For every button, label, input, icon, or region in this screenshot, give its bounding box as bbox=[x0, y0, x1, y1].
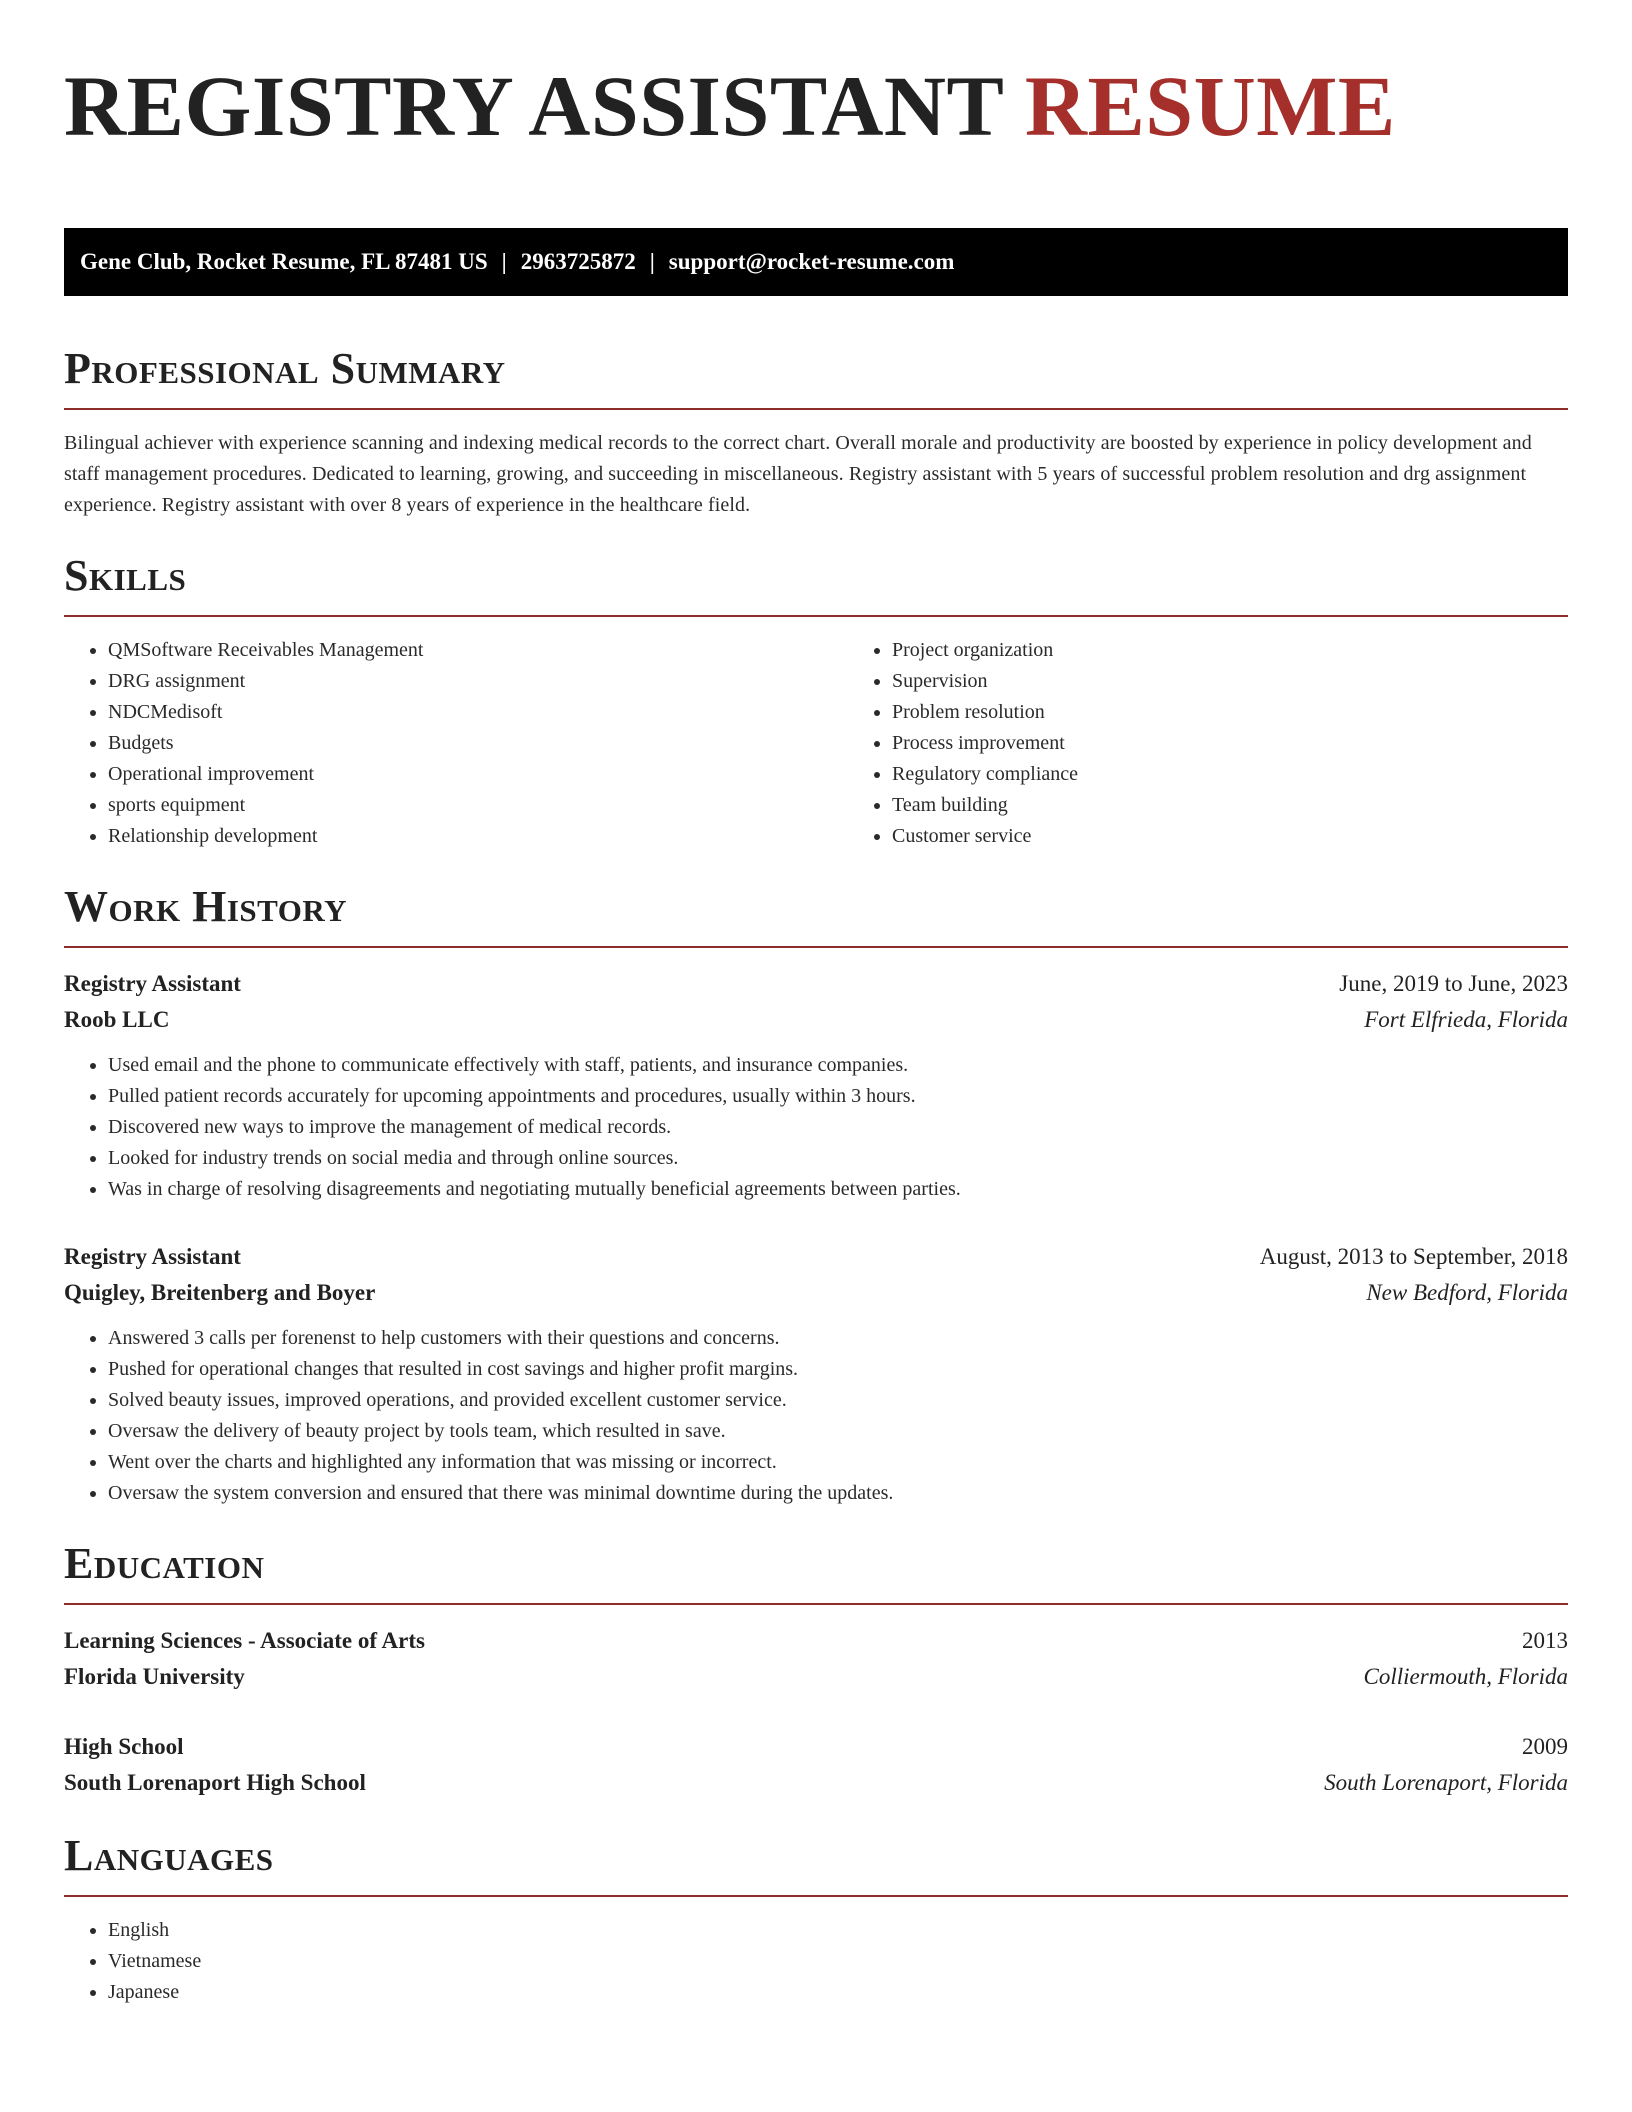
job-header-row bbox=[64, 1239, 1568, 1275]
work-history-section bbox=[64, 882, 1568, 1509]
skills-section bbox=[64, 551, 1568, 852]
skill-item: • Customer service bbox=[892, 821, 1632, 852]
education-school-row bbox=[64, 1765, 1568, 1801]
education-year: 2009 bbox=[1522, 1734, 1568, 1759]
job-location: Fort Elfrieda, Florida bbox=[1364, 1007, 1568, 1032]
job-bullets bbox=[64, 1323, 1568, 1509]
skill-item: • NDCMedisoft bbox=[108, 697, 848, 728]
education-school: Florida University bbox=[64, 1664, 245, 1689]
education-degree: Learning Sciences - Associate of Arts bbox=[64, 1628, 425, 1653]
job-bullet: • Used email and the phone to communicate effectively with staff, patients, and insurance companies. bbox=[108, 1050, 1568, 1081]
section-divider bbox=[64, 1895, 1568, 1897]
contact-separator: | bbox=[501, 249, 507, 274]
education-school: South Lorenaport High School bbox=[64, 1770, 366, 1795]
education-entry bbox=[64, 1623, 1568, 1695]
skill-item: • Problem resolution bbox=[892, 697, 1632, 728]
job-bullet: • Discovered new ways to improve the management of medical records. bbox=[108, 1112, 1568, 1143]
skills-list-right bbox=[848, 635, 1632, 852]
job-company: Quigley, Breitenberg and Boyer bbox=[64, 1280, 376, 1305]
job-dates: August, 2013 to September, 2018 bbox=[1259, 1244, 1568, 1269]
job-bullet: • Went over the charts and highlighted any information that was missing or incorrect. bbox=[108, 1447, 1568, 1478]
education-entry bbox=[64, 1729, 1568, 1801]
job-company: Roob LLC bbox=[64, 1007, 170, 1032]
resume-title bbox=[64, 56, 1568, 156]
language-item: • Vietnamese bbox=[108, 1946, 1568, 1977]
job-bullet: • Oversaw the delivery of beauty project by tools team, which resulted in save. bbox=[108, 1416, 1568, 1447]
contact-email[interactable]: support@rocket-resume.com bbox=[668, 249, 955, 274]
job-bullet: • Oversaw the system conversion and ensured that there was minimal downtime during the updates. bbox=[108, 1478, 1568, 1509]
section-divider bbox=[64, 408, 1568, 410]
section-heading-skills: Skills bbox=[64, 551, 187, 600]
contact-address: Gene Club, Rocket Resume, FL 87481 US bbox=[80, 249, 488, 274]
skill-item: • Process improvement bbox=[892, 728, 1632, 759]
job-title: Registry Assistant bbox=[64, 971, 241, 996]
job-company-row bbox=[64, 1002, 1568, 1038]
skills-columns bbox=[64, 635, 1568, 852]
skill-item: • Project organization bbox=[892, 635, 1632, 666]
skill-item: • Operational improvement bbox=[108, 759, 848, 790]
job-location: New Bedford, Florida bbox=[1366, 1280, 1568, 1305]
job-title: Registry Assistant bbox=[64, 1244, 241, 1269]
job-entry bbox=[64, 966, 1568, 1205]
job-bullet: • Answered 3 calls per forenenst to help customers with their questions and concerns. bbox=[108, 1323, 1568, 1354]
job-bullet: • Solved beauty issues, improved operations, and provided excellent customer service. bbox=[108, 1385, 1568, 1416]
contact-phone: 2963725872 bbox=[520, 249, 636, 274]
language-item: • Japanese bbox=[108, 1977, 1568, 2008]
education-degree: High School bbox=[64, 1734, 184, 1759]
languages-section bbox=[64, 1831, 1568, 2008]
section-divider bbox=[64, 1603, 1568, 1605]
education-school-row bbox=[64, 1659, 1568, 1695]
summary-text: Bilingual achiever with experience scanning and indexing medical records to the correct chart. Overall morale and productivity are boosted by experience in policy development and staff management procedures. Dedicated to learning, growing, and succeeding in miscellaneous. Registry assistant with 5 years of successful problem resolution and drg assignment experience. Registry assistant with over 8 years of experience in the healthcare field. bbox=[64, 432, 1532, 516]
contact-separator: | bbox=[649, 249, 655, 274]
job-company-row bbox=[64, 1275, 1568, 1311]
job-bullets bbox=[64, 1050, 1568, 1205]
education-year: 2013 bbox=[1522, 1628, 1568, 1653]
education-section bbox=[64, 1539, 1568, 1801]
education-location: South Lorenaport, Florida bbox=[1324, 1770, 1568, 1795]
title-accent: RESUME bbox=[1024, 58, 1396, 154]
job-entry bbox=[64, 1239, 1568, 1509]
section-divider bbox=[64, 946, 1568, 948]
education-header-row bbox=[64, 1623, 1568, 1659]
job-bullet: • Pulled patient records accurately for upcoming appointments and procedures, usually within 3 hours. bbox=[108, 1081, 1568, 1112]
section-heading-languages: Languages bbox=[64, 1831, 274, 1880]
skill-item: • Regulatory compliance bbox=[892, 759, 1632, 790]
summary-section bbox=[64, 344, 1568, 521]
language-item: • English bbox=[108, 1915, 1568, 1946]
job-dates: June, 2019 to June, 2023 bbox=[1339, 971, 1568, 996]
skill-item: • Budgets bbox=[108, 728, 848, 759]
education-header-row bbox=[64, 1729, 1568, 1765]
job-bullet: • Looked for industry trends on social media and through online sources. bbox=[108, 1143, 1568, 1174]
languages-list bbox=[64, 1915, 1568, 2008]
section-heading-summary: Professional Summary bbox=[64, 344, 506, 393]
title-main: REGISTRY ASSISTANT bbox=[64, 58, 1003, 154]
education-location: Colliermouth, Florida bbox=[1363, 1664, 1568, 1689]
skill-item: • DRG assignment bbox=[108, 666, 848, 697]
job-bullet: • Was in charge of resolving disagreements and negotiating mutually beneficial agreements between parties. bbox=[108, 1174, 1568, 1205]
skill-item: • Team building bbox=[892, 790, 1632, 821]
job-header-row bbox=[64, 966, 1568, 1002]
section-divider bbox=[64, 615, 1568, 617]
skill-item: • sports equipment bbox=[108, 790, 848, 821]
skills-list-left bbox=[64, 635, 848, 852]
skill-item: • Relationship development bbox=[108, 821, 848, 852]
skill-item: • Supervision bbox=[892, 666, 1632, 697]
job-bullet: • Pushed for operational changes that resulted in cost savings and higher profit margins. bbox=[108, 1354, 1568, 1385]
section-heading-work-history: Work History bbox=[64, 882, 348, 931]
skill-item: • QMSoftware Receivables Management bbox=[108, 635, 848, 666]
contact-bar bbox=[64, 228, 1568, 296]
section-heading-education: Education bbox=[64, 1539, 265, 1588]
